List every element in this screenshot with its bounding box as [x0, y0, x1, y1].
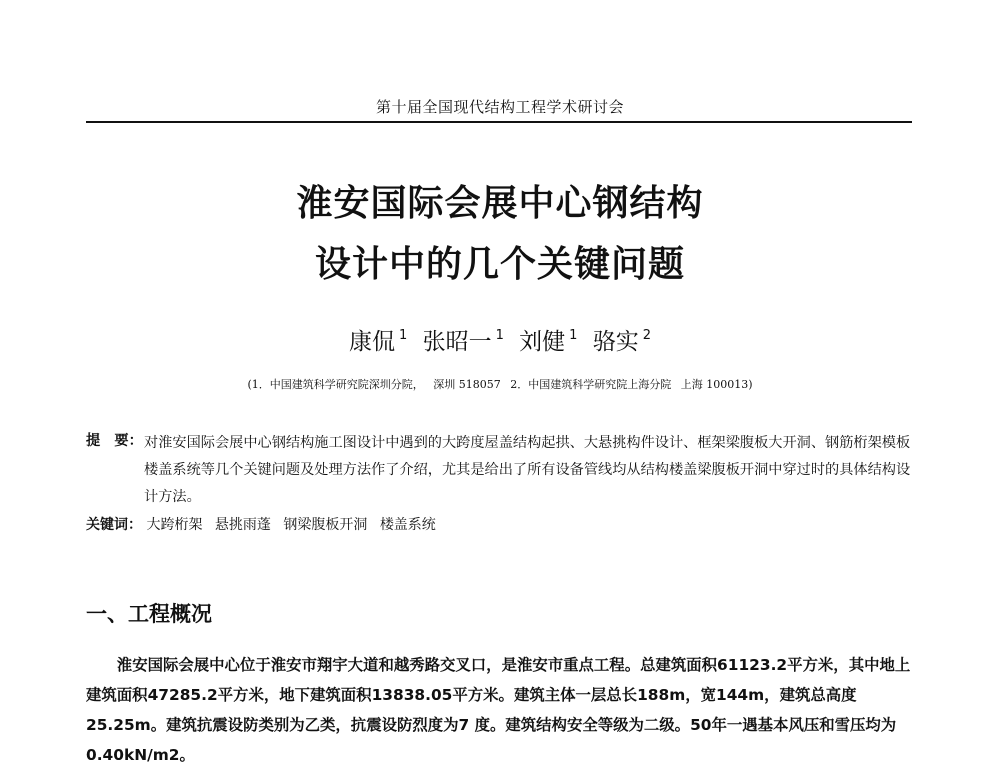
body-paragraph: 淮安国际会展中心位于淮安市翔宇大道和越秀路交叉口，是淮安市重点工程。总建筑面积61123.2平方米，其中地上建筑面积47285.2平方米，地下建筑面积13838.05平方米。建筑主体一层总长188m，宽144m，建筑总高度25.25m。建筑抗震设防类别为乙类，抗震设防烈度为7 度。建筑结构安全等级为二级。50年一遇基本风压和雪压均为0.40kN/m2。 — [86, 656, 911, 764]
keyword: 大跨桁架 — [146, 517, 203, 533]
affiliation-1: (1．中国建筑科学研究院深圳分院， — [247, 378, 424, 391]
author: 康侃 $^1$ — [348, 328, 408, 355]
keywords — [86, 514, 444, 534]
affiliations — [0, 376, 1000, 392]
author: 张昭一 $^1$ — [422, 328, 504, 355]
affiliation-2-postcode: 上海 100013) — [680, 378, 753, 391]
affiliation-2: 2．中国建筑科学研究院上海分院 — [510, 378, 672, 391]
author-affiliation-mark: 1 — [569, 328, 578, 343]
keyword: 钢梁腹板开洞 — [283, 517, 368, 533]
keyword: 悬挑雨蓬 — [214, 517, 271, 533]
running-header: 第十届全国现代结构工程学术研讨会 — [375, 98, 624, 116]
author-affiliation-mark: 1 — [495, 328, 504, 343]
section-heading: 一、工程概况 — [86, 602, 212, 626]
header-rule — [86, 121, 912, 123]
paper-title-line-1: 淮安国际会展中心钢结构 — [296, 183, 704, 224]
keywords-label: 关键词： — [86, 517, 142, 533]
abstract-label: 提 要： — [86, 433, 143, 449]
abstract-text: 对淮安国际会展中心钢结构施工图设计中遇到的大跨度屋盖结构起拱、大悬挑构件设计、框架梁腹板大开洞、钢筋桁架模板楼盖系统等几个关键问题及处理方法作了介绍，尤其是给出了所有设备管线均从结构楼盖梁腹板开洞中穿过时的具体结构设计方法。 — [144, 435, 911, 505]
author: 刘健 $^1$ — [519, 328, 578, 355]
paper-title-line-2: 设计中的几个关键问题 — [314, 244, 685, 285]
affiliation-1-postcode: 深圳 518057 — [433, 378, 501, 391]
author-list — [0, 323, 1000, 356]
author-affiliation-mark: 1 — [398, 328, 408, 343]
author: 骆实 $^2$ — [592, 328, 652, 355]
author-affiliation-mark: 2 — [642, 328, 652, 343]
keyword: 楼盖系统 — [379, 517, 436, 533]
